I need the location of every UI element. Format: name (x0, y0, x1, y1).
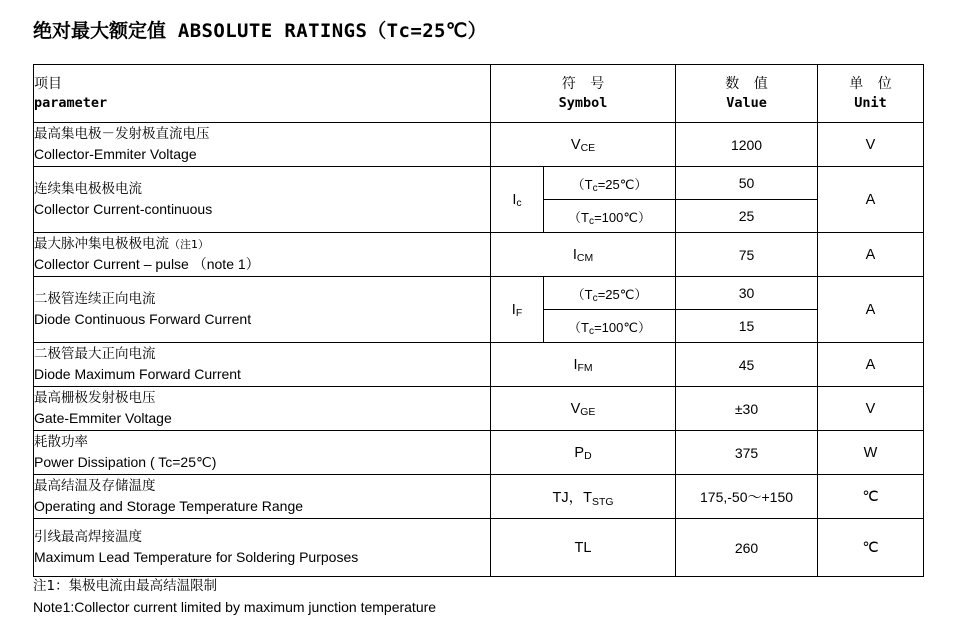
row-parameter (34, 123, 491, 167)
header-symbol (491, 65, 676, 123)
row-value: 375 (676, 431, 818, 475)
row-unit: A (818, 277, 924, 343)
row-value: 260 (676, 519, 818, 577)
row-condition: $(T_c=100℃)$ (544, 310, 676, 343)
row-parameter-en: Diode Maximum Forward Current (34, 366, 241, 383)
row-parameter (34, 475, 491, 519)
row-value: 1200 (676, 123, 818, 167)
row-parameter-en: Collector Current – pulse （note 1） (34, 256, 260, 273)
row-value: ±30 (676, 387, 818, 431)
row-symbol-sub: FM (577, 363, 593, 374)
row-symbol (491, 431, 676, 475)
row-symbol-sub: CM (576, 253, 594, 264)
page-title-en: ABSOLUTE RATINGS（Tc=25℃） (177, 20, 488, 42)
row-unit: V (818, 123, 924, 167)
row-value: 50 (676, 167, 818, 200)
header-unit-cn: 单 位 (849, 75, 897, 92)
row-parameter-en: Maximum Lead Temperature for Soldering Purposes (34, 549, 359, 566)
row-value: 15 (676, 310, 818, 343)
row-parameter-en: Diode Continuous Forward Current (34, 311, 252, 328)
header-unit (818, 65, 924, 123)
row-parameter-cn: 二极管最大正向电流 (34, 345, 156, 362)
table-row (34, 343, 924, 387)
page-title (33, 16, 487, 43)
row-symbol-base: I (511, 301, 516, 318)
table-header-row (34, 65, 924, 123)
row-symbol-base: V (570, 136, 581, 153)
row-condition: $(T_c=25℃)$ (544, 167, 676, 200)
header-unit-en: Unit (854, 94, 887, 111)
header-value-en: Value (726, 94, 767, 111)
row-symbol-base: P (574, 444, 585, 461)
table-row (34, 167, 924, 200)
row-symbol (491, 343, 676, 387)
row-symbol (491, 277, 544, 343)
row-value: 30 (676, 277, 818, 310)
row-parameter-cn: 引线最高焊接温度 (34, 528, 142, 545)
row-unit: ℃ (818, 519, 924, 577)
table-row (34, 475, 924, 519)
row-parameter (34, 233, 491, 277)
row-unit: A (818, 233, 924, 277)
table-row (34, 123, 924, 167)
row-symbol-sub: D (584, 451, 592, 462)
row-unit: A (818, 343, 924, 387)
row-symbol-sub: STG (592, 496, 614, 508)
row-parameter-en: Gate-Emmiter Voltage (34, 410, 172, 427)
row-parameter-cn: 最高栅极发射极电压 (34, 389, 156, 406)
row-symbol-base: TL (574, 539, 592, 556)
row-symbol (491, 475, 676, 519)
header-symbol-cn: 符 号 (561, 75, 610, 92)
row-symbol-base: TJ，T (552, 490, 592, 506)
row-parameter-cn: 最高集电极－发射极直流电压 (34, 125, 210, 142)
row-parameter-en: Power Dissipation ( Tc=25℃) (34, 454, 217, 471)
row-symbol (491, 233, 676, 277)
row-parameter-cn: 二极管连续正向电流 (34, 290, 156, 307)
row-parameter-cn: 最大脉冲集电极极电流（注1） (34, 235, 209, 252)
row-unit: W (818, 431, 924, 475)
table-row (34, 519, 924, 577)
row-symbol (491, 167, 544, 233)
row-parameter-cn: 耗散功率 (34, 433, 88, 450)
header-value-cn: 数 值 (725, 75, 773, 92)
absolute-ratings-table (33, 64, 924, 577)
footnote (33, 576, 436, 619)
table-row (34, 233, 924, 277)
row-symbol-base: I (573, 356, 578, 373)
row-symbol-sub: CE (580, 143, 596, 154)
row-parameter-cn: 连续集电极极电流 (34, 180, 142, 197)
row-symbol-base: V (570, 400, 581, 417)
row-value: 175,-50～+150 (676, 475, 818, 519)
row-parameter (34, 167, 491, 233)
row-parameter (34, 277, 491, 343)
row-parameter-en: Collector Current-continuous (34, 201, 213, 218)
row-unit: A (818, 167, 924, 233)
row-parameter (34, 431, 491, 475)
table-row (34, 431, 924, 475)
header-symbol-en: Symbol (558, 94, 608, 111)
row-parameter-en: Collector-Emmiter Voltage (34, 146, 197, 163)
row-value: 25 (676, 200, 818, 233)
header-parameter (34, 65, 491, 123)
table-row (34, 277, 924, 310)
header-parameter-en: parameter (34, 94, 108, 111)
row-unit: ℃ (818, 475, 924, 519)
row-symbol (491, 123, 676, 167)
row-parameter-note: （注1） (169, 237, 209, 251)
header-value (676, 65, 818, 123)
row-value: 75 (676, 233, 818, 277)
row-symbol (491, 387, 676, 431)
row-parameter-en: Operating and Storage Temperature Range (34, 498, 304, 515)
row-parameter (34, 343, 491, 387)
row-parameter (34, 387, 491, 431)
footnote-cn: 注1：集极电流由最高结温限制 (33, 578, 218, 594)
row-value: 45 (676, 343, 818, 387)
row-symbol-base: I (512, 191, 517, 208)
table-row (34, 387, 924, 431)
row-symbol-sub: c (516, 198, 522, 209)
row-parameter-cn: 最高结温及存储温度 (34, 477, 156, 494)
row-symbol (491, 519, 676, 577)
page-title-cn: 绝对最大额定值 (33, 20, 167, 42)
row-parameter (34, 519, 491, 577)
row-unit: V (818, 387, 924, 431)
footnote-en: Note1:Collector current limited by maximum junction temperature (33, 598, 437, 615)
row-symbol-base: I (572, 246, 577, 263)
row-condition: $(T_c=25℃)$ (544, 277, 676, 310)
row-symbol-sub: GE (580, 407, 596, 418)
row-condition: $(T_c=100℃)$ (544, 200, 676, 233)
header-parameter-cn: 项目 (34, 75, 62, 92)
row-symbol-sub: F (515, 308, 523, 319)
